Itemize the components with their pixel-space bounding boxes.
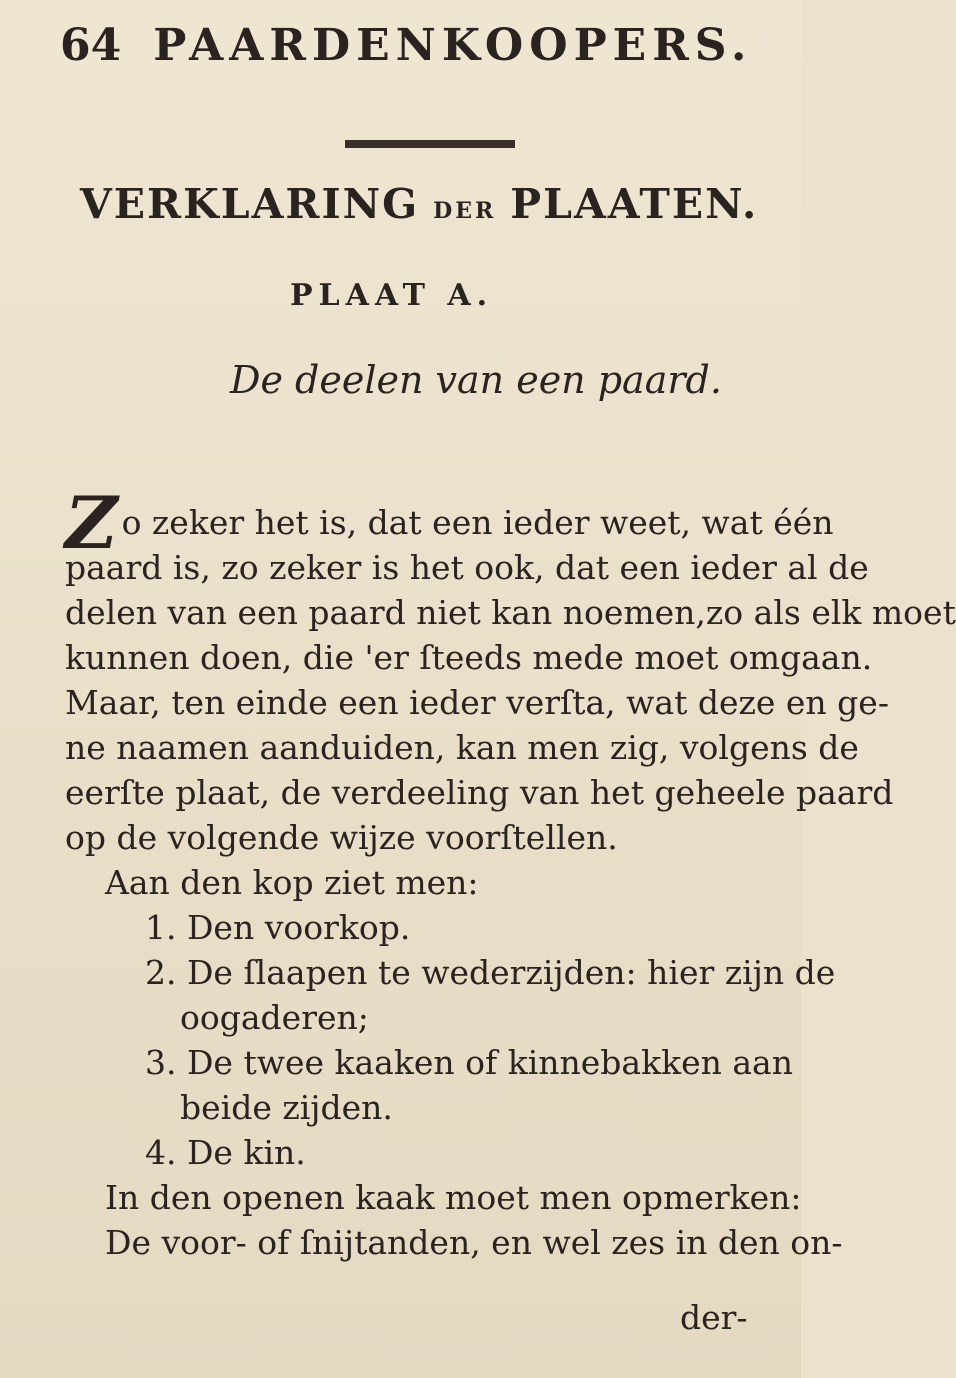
section-heading (80, 180, 800, 228)
list-item: 2. De ſlaapen te wederzijden: hier zijn de (145, 953, 836, 992)
running-head (60, 20, 760, 80)
list-item-continuation: oogaderen; (180, 998, 369, 1037)
heading-end: PLAATEN. (510, 180, 759, 228)
text-line: paard is, zo zeker is het ook, dat een ieder al de (65, 548, 869, 587)
text-line: Maar, ten einde een ieder verſta, wat deze en ge- (65, 683, 889, 722)
text-line: Aan den kop ziet men: (105, 863, 479, 902)
page-number: 64 (60, 20, 122, 71)
list-item: 1. Den voorkop. (145, 908, 411, 947)
text-line: Zo zeker het is, dat een ieder weet, wat één (65, 480, 834, 565)
list-item: 4. De kin. (145, 1133, 306, 1172)
heading-main: VERKLARING (80, 180, 420, 228)
drop-cap: Z (65, 480, 118, 565)
running-title: PAARDENKOOPERS. (153, 20, 753, 71)
text-line: De voor- of ſnijtanden, en wel zes in den on- (105, 1223, 843, 1262)
list-item: 3. De twee kaaken of kinnebakken aan (145, 1043, 793, 1082)
heading-small: DER (433, 198, 497, 224)
body-text (65, 480, 956, 1265)
catchword: der- (680, 1298, 748, 1337)
plate-title: PLAAT A. (290, 278, 494, 313)
list-item-continuation: beide zijden. (180, 1088, 393, 1127)
text-line: kunnen doen, die 'er ſteeds mede moet omgaan. (65, 638, 873, 677)
text-line: delen van een paard niet kan noemen,zo als elk moet (65, 593, 956, 632)
ornamental-rule (345, 140, 515, 148)
subtitle: De deelen van een paard. (230, 358, 722, 402)
text-line: ne naamen aanduiden, kan men zig, volgens de (65, 728, 859, 767)
text-line: op de volgende wijze voorſtellen. (65, 818, 618, 857)
text-line: eerſte plaat, de verdeeling van het geheele paard (65, 773, 894, 812)
text-line: In den openen kaak moet men opmerken: (105, 1178, 802, 1217)
